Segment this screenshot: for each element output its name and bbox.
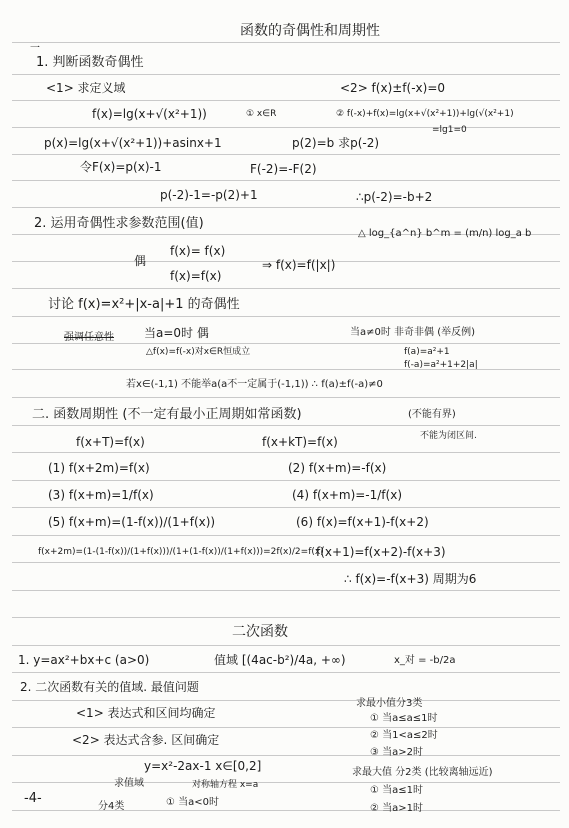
period-item: (2) f(x+m)=-f(x) [288,461,387,475]
discuss-problem: 讨论 f(x)=x²+|x-a|+1 的奇偶性 [48,297,240,312]
rule-line [12,590,560,591]
example-quadratic: y=x²-2ax-1 x∈[0,2] [144,759,262,773]
rule-line [12,755,560,756]
section-heading: 1. 判断函数奇偶性 [36,55,144,70]
rule-line [12,207,560,208]
rule-line [12,645,560,646]
f-a: f(a)=a²+1 [404,347,450,357]
rule-line [12,562,560,563]
quadratic-range: 值域 [(4ac-b²)/4a, +∞) [214,653,346,667]
rule-line [12,535,560,536]
rule-line [12,180,560,181]
period-derivation: f(x+2m)=(1-(1-f(x))/(1+f(x)))/(1+(1-f(x))/(1+f(x)))=2f(x)/2=f(x) [38,547,324,557]
struck-note: 强调任意性 [64,332,114,343]
period-item: (3) f(x+m)=1/f(x) [48,488,154,502]
period-six: ∴ f(x)=-f(x+3) 周期为6 [344,572,477,586]
sub-case: <2> 表达式含参. 区间确定 [72,733,220,747]
domain-note: ① x∈R [246,109,277,119]
rule-line [12,507,560,508]
axis-equation: 对称轴方程 x=a [192,780,259,790]
section-heading: 二. 函数周期性 (不一定有最小正周期如常函数) [32,407,302,422]
sum-result: =lg1=0 [432,125,467,135]
page-number: -4- [24,791,42,806]
rule-line [12,127,560,128]
period-item: (6) f(x)=f(x+1)-f(x+2) [296,515,429,529]
min-case: ① 当a≤a≤1时 [370,713,438,724]
min-case: ③ 当a>2时 [370,747,424,758]
bounded-note: (不能有界) [408,409,456,420]
sum-note: ② f(-x)+f(x)=lg(x+√(x²+1))+lg(√(x²+1) [336,109,514,119]
f-minus-a: f(-a)=a²+1+2|a| [404,360,478,370]
rule-line [12,154,560,155]
section-mark: 一 [30,43,40,54]
period-item: (4) f(x+m)=-1/f(x) [292,488,402,502]
example-function: f(x)=lg(x+√(x²+1)) [92,107,207,121]
rule-line [12,316,560,317]
rule-line [12,343,560,344]
rule-line [12,42,560,43]
rule-line [12,672,560,673]
rule-line [12,452,560,453]
sum-condition: <2> f(x)±f(-x)=0 [340,81,446,95]
rule-line [12,100,560,101]
min-case: ② 当1<a≤2时 [370,730,438,741]
case-negative: ① 当a<0时 [166,797,220,808]
period-multiple: f(x+kT)=f(x) [262,435,338,449]
rule-line [12,397,560,398]
page-title: 函数的奇偶性和周期性 [240,23,380,39]
rule-line [12,74,560,75]
quadratic-form: 1. y=ax²+bx+c (a>0) [18,653,150,667]
item-heading: 2. 二次函数有关的值域. 最值问题 [20,680,199,694]
max-case: ② 当a>1时 [370,803,424,814]
section-title: 二次函数 [232,624,288,640]
substitution: 令F(x)=p(x)-1 [80,160,162,174]
rule-line [12,782,560,783]
domain-step: <1> 求定义域 [46,81,126,95]
rule-line [12,727,560,728]
max-case: ① 当a≤1时 [370,785,424,796]
rule-line [12,369,560,370]
min-title: 求最小值分3类 [356,698,423,709]
p-function: p(x)=lg(x+√(x²+1))+asinx+1 [44,136,222,150]
odd-relation: F(-2)=-F(2) [250,162,317,176]
sub-case: <1> 表达式和区间均确定 [76,706,216,720]
rule-line [12,288,560,289]
result-step: p(-2)-1=-p(2)+1 [160,188,258,202]
even-condition: △f(x)=f(-x)对x∈R恒成立 [146,347,251,357]
even-equation: f(x)=f(x) [170,269,222,283]
range-label: 求值域 [114,778,144,789]
even-label: 偶 [134,254,147,268]
period-def: f(x+T)=f(x) [76,435,145,449]
rule-line [12,617,560,618]
interval-note: 不能为闭区间. [420,431,477,441]
even-equation: f(x)= f(x) [170,244,226,258]
period-item: (5) f(x+m)=(1-f(x))/(1+f(x)) [48,515,216,529]
rule-line [12,700,560,701]
p-given: p(2)=b 求p(-2) [292,136,380,150]
even-implication: ⇒ f(x)=f(|x|) [262,258,336,272]
max-title: 求最大值 分2类 (比较离轴远近) [352,767,493,778]
case-a-zero: 当a=0时 偶 [144,326,209,340]
period-item: (1) f(x+2m)=f(x) [48,461,150,475]
rule-line [12,810,560,811]
symmetry-axis: x_对 = -b/2a [394,655,456,666]
rule-line [12,480,560,481]
case-a-nonzero: 当a≠0时 非奇非偶 (举反例) [350,327,476,338]
section-heading: 2. 运用奇偶性求参数范围(值) [34,216,204,231]
four-cases: 分4类 [98,801,125,812]
result-final: ∴p(-2)=-b+2 [356,190,433,204]
domain-remark: 若x∈(-1,1) 不能举a(a不一定属于(-1,1)) ∴ f(a)±f(-a)≠0 [126,379,383,390]
period-step: f(x+1)=f(x+2)-f(x+3) [316,545,446,559]
rule-line [12,425,560,426]
log-formula: △ log_{a^n} b^m = (m/n) log_a b [358,228,532,239]
